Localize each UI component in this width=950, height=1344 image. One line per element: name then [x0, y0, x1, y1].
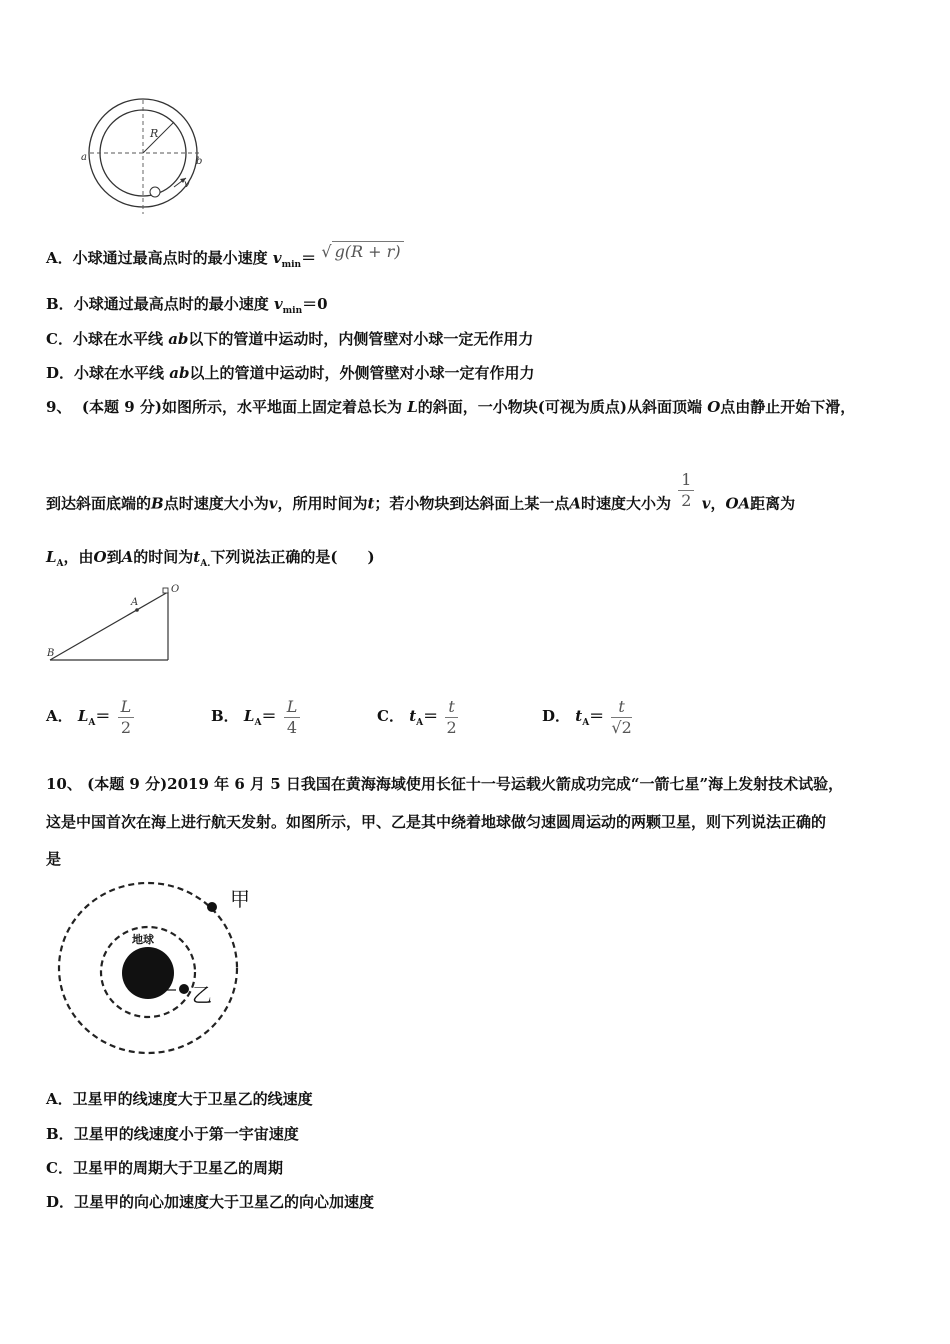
q10-option-b: B．卫星甲的线速度小于第一宇宙速度 — [46, 1125, 299, 1143]
q9-line-2: 到达斜面底端的B点时速度大小为v，所用时间为t；若小物块到达斜面上某一点A时速度大小为 $\frac{1}{2}$ v，OA距离为 — [46, 470, 796, 513]
label-earth: 地球 — [132, 933, 154, 946]
q8-option-d: D．小球在水平线 ab以上的管道中运动时，外侧管壁对小球一定有作用力 — [46, 364, 535, 382]
small-ball — [150, 187, 160, 197]
q10-line-3: 是 — [46, 850, 62, 868]
satellite-jia — [207, 902, 217, 912]
q8-option-a: A．小球通过最高点时的最小速度 $v_{min}=$ √ g(R + r) — [46, 248, 404, 275]
q8-option-b: B．小球通过最高点时的最小速度 $v_{min}=0$ — [46, 295, 328, 316]
q9-option-c: C． $t_A=$ $\frac{t}{2}$ — [377, 696, 457, 737]
q10-option-d: D．卫星甲的向心加速度大于卫星乙的向心加速度 — [46, 1193, 375, 1211]
incline-figure — [44, 580, 194, 665]
q9-option-b: B． $L_A=$ $\frac{L}{4}$ — [211, 694, 302, 745]
q10-line-2: 这是中国首次在海上进行航天发射。如图所示，甲、乙是其中绕着地球做匀速圆周运动的两颗卫星，则下列说法正确的 — [46, 813, 827, 831]
satellite-yi — [179, 984, 189, 994]
q10-option-c: C．卫星甲的周期大于卫星乙的周期 — [46, 1159, 283, 1177]
q9-option-a: A． $L_A=$ $\frac{L}{2}$ — [46, 694, 136, 745]
radius-line — [143, 122, 174, 153]
q10-option-a: A．卫星甲的线速度大于卫星乙的线速度 — [46, 1090, 313, 1108]
label-B: B — [47, 648, 55, 659]
label-jia: 甲 — [230, 887, 250, 911]
orbit-figure — [50, 878, 270, 1058]
sqrt-formula: √ g(R + r) — [321, 242, 403, 261]
incline-surface — [50, 592, 168, 660]
label-a: a — [81, 152, 87, 163]
q9-line-1: 9、 (本题 9 分)如图所示，水平地面上固定着总长为 L的斜面，一小物块(可视为质点)从斜面顶端 O点由静止开始下滑， — [46, 398, 856, 416]
q10-line-1: 10、 (本题 9 分)2019 年 6 月 5 日我国在黄海海域使用长征十一号运载火箭成功完成“一箭七星”海上发射技术试验， — [46, 775, 844, 793]
q9-option-d: D． $t_A=$ $\frac{t}{√2}$ — [542, 696, 632, 737]
q9-line-3: $L_A$，由O到A的时间为$t_{A.}$下列说法正确的是( ) — [46, 548, 375, 569]
label-A: A — [131, 597, 139, 608]
point-A — [135, 608, 139, 612]
tube-circle-figure — [78, 98, 218, 218]
half-fraction: $\frac{1}{2}$ — [678, 470, 694, 511]
block-at-O — [163, 588, 168, 593]
label-O: O — [171, 584, 180, 595]
q8-option-c: C．小球在水平线 ab以下的管道中运动时，内侧管壁对小球一定无作用力 — [46, 330, 534, 348]
label-R: R — [150, 127, 159, 140]
label-v: v — [184, 179, 190, 190]
label-yi: 乙 — [192, 983, 212, 1007]
earth — [122, 947, 174, 999]
label-b: b — [196, 156, 203, 167]
